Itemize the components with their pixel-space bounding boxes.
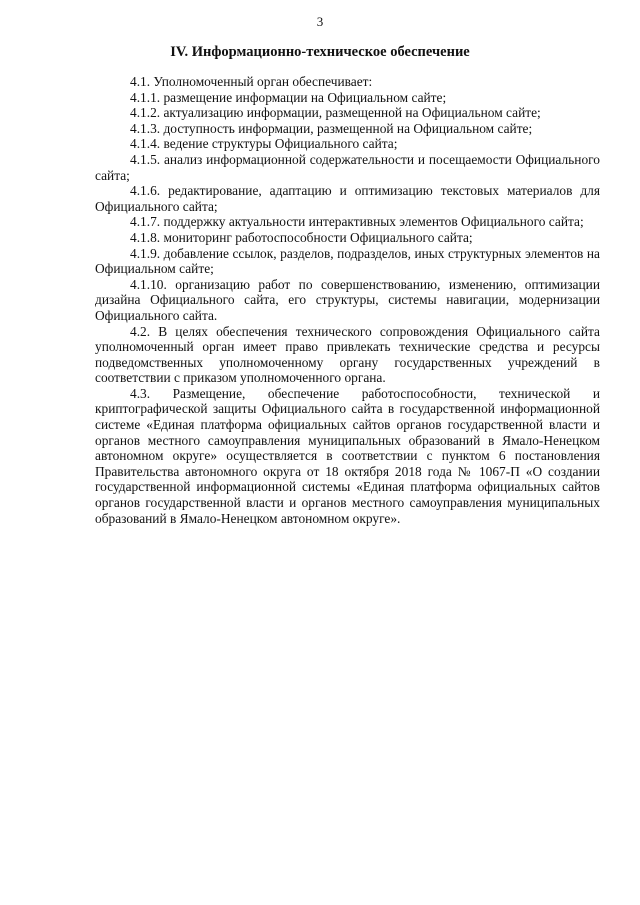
section-body [95, 74, 600, 526]
paragraph-4-1: 4.1. Уполномоченный орган обеспечивает: [130, 74, 373, 89]
paragraph-4-1-5: 4.1.5. анализ информационной содержательности и посещаемости Официального сайта; [95, 151, 600, 183]
paragraph-4-1-6: 4.1.6. редактирование, адаптацию и оптимизацию текстовых материалов для Официального сайта; [95, 183, 600, 214]
paragraph-4-1-9: 4.1.9. добавление ссылок, разделов, подразделов, иных структурных элементов на Официальном сайте; [95, 245, 600, 277]
paragraph-4-1-10: 4.1.10. организацию работ по совершенствованию, изменению, оптимизации дизайна Официального сайта, его структуры, системы навигации, модернизации Официального сайта. [95, 276, 600, 323]
paragraph-4-2: 4.2. В целях обеспечения технического сопровождения Официального сайта уполномоченный орган имеет право привлекать технические средства и ресурсы подведомственных уполномоченному органу государственных учреждений в соответствии с приказом уполномоченного органа. [95, 323, 600, 386]
paragraph-4-1-2: 4.1.2. актуализацию информации, размещенной на Официальном сайте; [130, 105, 541, 121]
paragraph-4-1-7: 4.1.7. поддержку актуальности интерактивных элементов Официального сайта; [130, 214, 584, 230]
paragraph-4-3: 4.3. Размещение, обеспечение работоспособности, технической и криптографической защиты Официального сайта в государственной информационной системе «Единая платформа официальных сайтов органов государственной власти и органов местного самоуправления муниципальных образований в Ямало-Ненецком автономном округе» осуществляется в соответствии с пунктом 6 постановления Правительства автономного округа от 18 октября 2018 года № 1067-П «О создании государственной информационной системы «Единая платформа официальных сайтов органов государственной власти и органов местного самоуправления муниципальных образований в Ямало-Ненецком автономном округе». [95, 385, 600, 526]
section-title: IV. Информационно-техническое обеспечение [170, 44, 470, 60]
paragraph-4-1-1: 4.1.1. размещение информации на Официальном сайте; [130, 89, 447, 105]
page-number: 3 [316, 14, 324, 29]
paragraph-4-1-3: 4.1.3. доступность информации, размещенной на Официальном сайте; [130, 120, 533, 136]
paragraph-4-1-8: 4.1.8. мониторинг работоспособности Официального сайта; [130, 229, 473, 245]
paragraph-4-1-4: 4.1.4. ведение структуры Официального сайта; [130, 136, 398, 152]
